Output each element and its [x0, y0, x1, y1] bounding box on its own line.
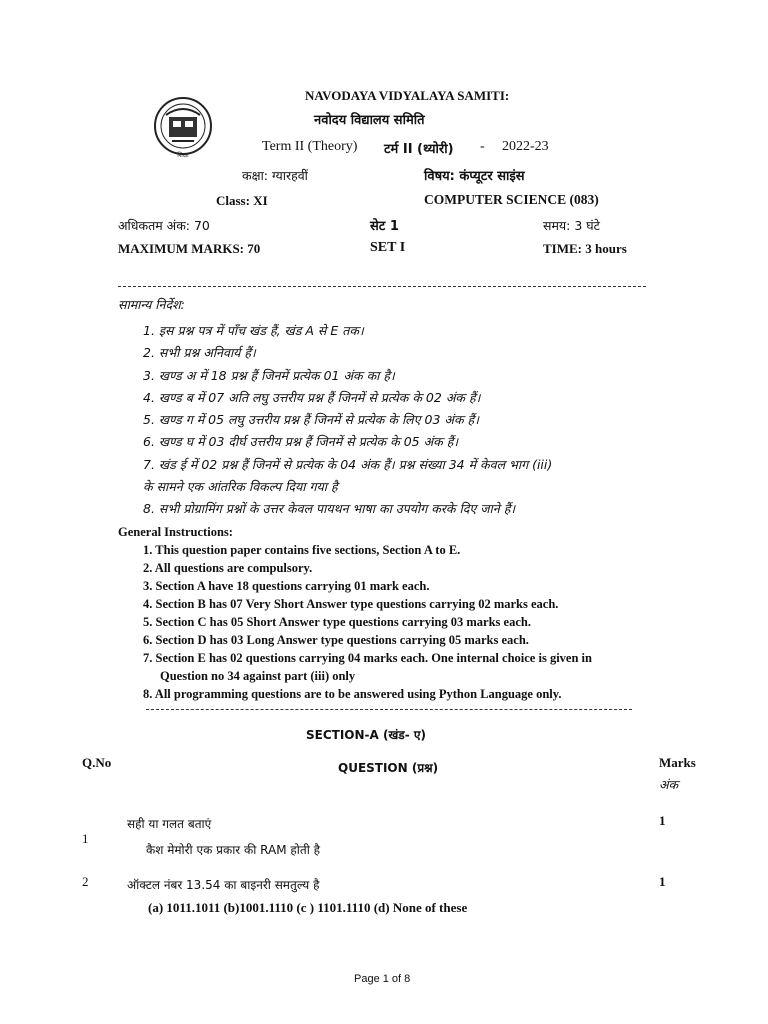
subject-en: COMPUTER SCIENCE (083) [424, 192, 599, 207]
instruction-en-item: 7. Section E has 02 questions carrying 04 marks each. One internal choice is given in [143, 651, 592, 665]
max-marks-en: MAXIMUM MARKS: 70 [118, 241, 261, 256]
instruction-en-item: 4. Section B has 07 Very Short Answer type questions carrying 02 marks each. [143, 597, 559, 611]
instructions-en-title: General Instructions: [118, 525, 233, 539]
col-qno-header: Q.No [82, 755, 112, 770]
divider-top [118, 286, 646, 287]
term-en: Term II (Theory) [262, 139, 358, 154]
instruction-hi-item: 2. सभी प्रश्न अनिवार्य हैं। [143, 345, 256, 360]
svg-text:शिक्षा: शिक्षा [177, 152, 189, 159]
instructions-hi-title: सामान्य निर्देश: [118, 297, 185, 312]
instruction-en-item: 2. All questions are compulsory. [143, 561, 313, 575]
question-marks: 1 [659, 813, 666, 828]
instruction-hi-item: 5. खण्ड ग में 05 लघु उत्तरीय प्रश्न हैं जिनमें से प्रत्येक के लिए 03 अंक हैं। [143, 412, 479, 427]
max-marks-hi: अधिकतम अंक: 70 [118, 218, 210, 233]
class-hi: कक्षा: ग्यारहवीं [242, 168, 308, 183]
org-name-en: NAVODAYA VIDYALAYA SAMITI: [305, 88, 510, 103]
col-marks-header-hi: अंक [659, 777, 679, 792]
instruction-hi-item: 6. खण्ड घ में 03 दीर्घ उत्तरीय प्रश्न हैं जिनमें से प्रत्येक के 05 अंक हैं। [143, 434, 459, 449]
instruction-en-item: 5. Section C has 05 Short Answer type questions carrying 03 marks each. [143, 615, 531, 629]
question-number: 1 [82, 831, 89, 846]
question-number: 2 [82, 874, 89, 889]
instruction-hi-item: 3. खण्ड अ में 18 प्रश्न हैं जिनमें प्रत्येक 01 अंक का है। [143, 368, 395, 383]
instruction-en-item: 6. Section D has 03 Long Answer type questions carrying 05 marks each. [143, 633, 529, 647]
term-separator: - [480, 139, 485, 154]
instruction-en-item: 8. All programming questions are to be answered using Python Language only. [143, 687, 562, 701]
question-marks: 1 [659, 874, 666, 889]
term-hi: टर्म II (थ्योरी) [384, 142, 454, 157]
col-marks-header: Marks [659, 755, 696, 770]
page-number: Page 1 of 8 [354, 973, 411, 985]
set-en: SET I [370, 240, 406, 255]
col-question-header: QUESTION (प्रश्न) [338, 761, 439, 775]
instruction-hi-item: 1. इस प्रश्न पत्र में पाँच खंड हैं, खंड A से E तक। [143, 323, 364, 338]
section-title: SECTION-A (खंड- ए) [306, 728, 426, 742]
instruction-en-item: Question no 34 against part (iii) only [160, 669, 356, 683]
question-text: कैश मेमोरी एक प्रकार की RAM होती है [146, 843, 321, 857]
time-hi: समय: 3 घंटे [543, 218, 600, 233]
time-en: TIME: 3 hours [543, 241, 627, 256]
instruction-hi-item: 7. खंड ई में 02 प्रश्न हैं जिनमें से प्रत्येक के 04 अंक हैं। प्रश्न संख्या 34 में केवल भाग (iii) [143, 457, 553, 472]
question-text: ऑक्टल नंबर 13.54 का बाइनरी समतुल्य है [127, 878, 320, 892]
instruction-hi-item: 4. खण्ड ब में 07 अति लघु उत्तरीय प्रश्न हैं जिनमें से प्रत्येक के 02 अंक हैं। [143, 390, 481, 405]
subject-hi: विषय: कंप्यूटर साइंस [424, 169, 525, 184]
question-prompt: सही या गलत बताएं [127, 817, 212, 831]
navodaya-emblem-logo [152, 95, 214, 161]
class-en: Class: XI [216, 193, 268, 208]
instruction-en-item: 1. This question paper contains five sections, Section A to E. [143, 543, 461, 557]
question-options: (a) 1011.1011 (b)1001.1110 (c ) 1101.1110 (d) None of these [148, 900, 468, 915]
instruction-hi-item: 8. सभी प्रोग्रामिंग प्रश्नों के उत्तर केवल पायथन भाषा का उपयोग करके दिए जाने हैं। [143, 501, 516, 516]
instruction-hi-item: के सामने एक आंतरिक विकल्प दिया गया है [143, 479, 338, 494]
academic-year: 2022-23 [502, 139, 549, 154]
set-hi: सेट 1 [370, 219, 399, 234]
divider-bottom [146, 709, 632, 710]
instruction-en-item: 3. Section A have 18 questions carrying 01 mark each. [143, 579, 430, 593]
org-name-hi: नवोदय विद्यालय समिति [314, 113, 425, 128]
